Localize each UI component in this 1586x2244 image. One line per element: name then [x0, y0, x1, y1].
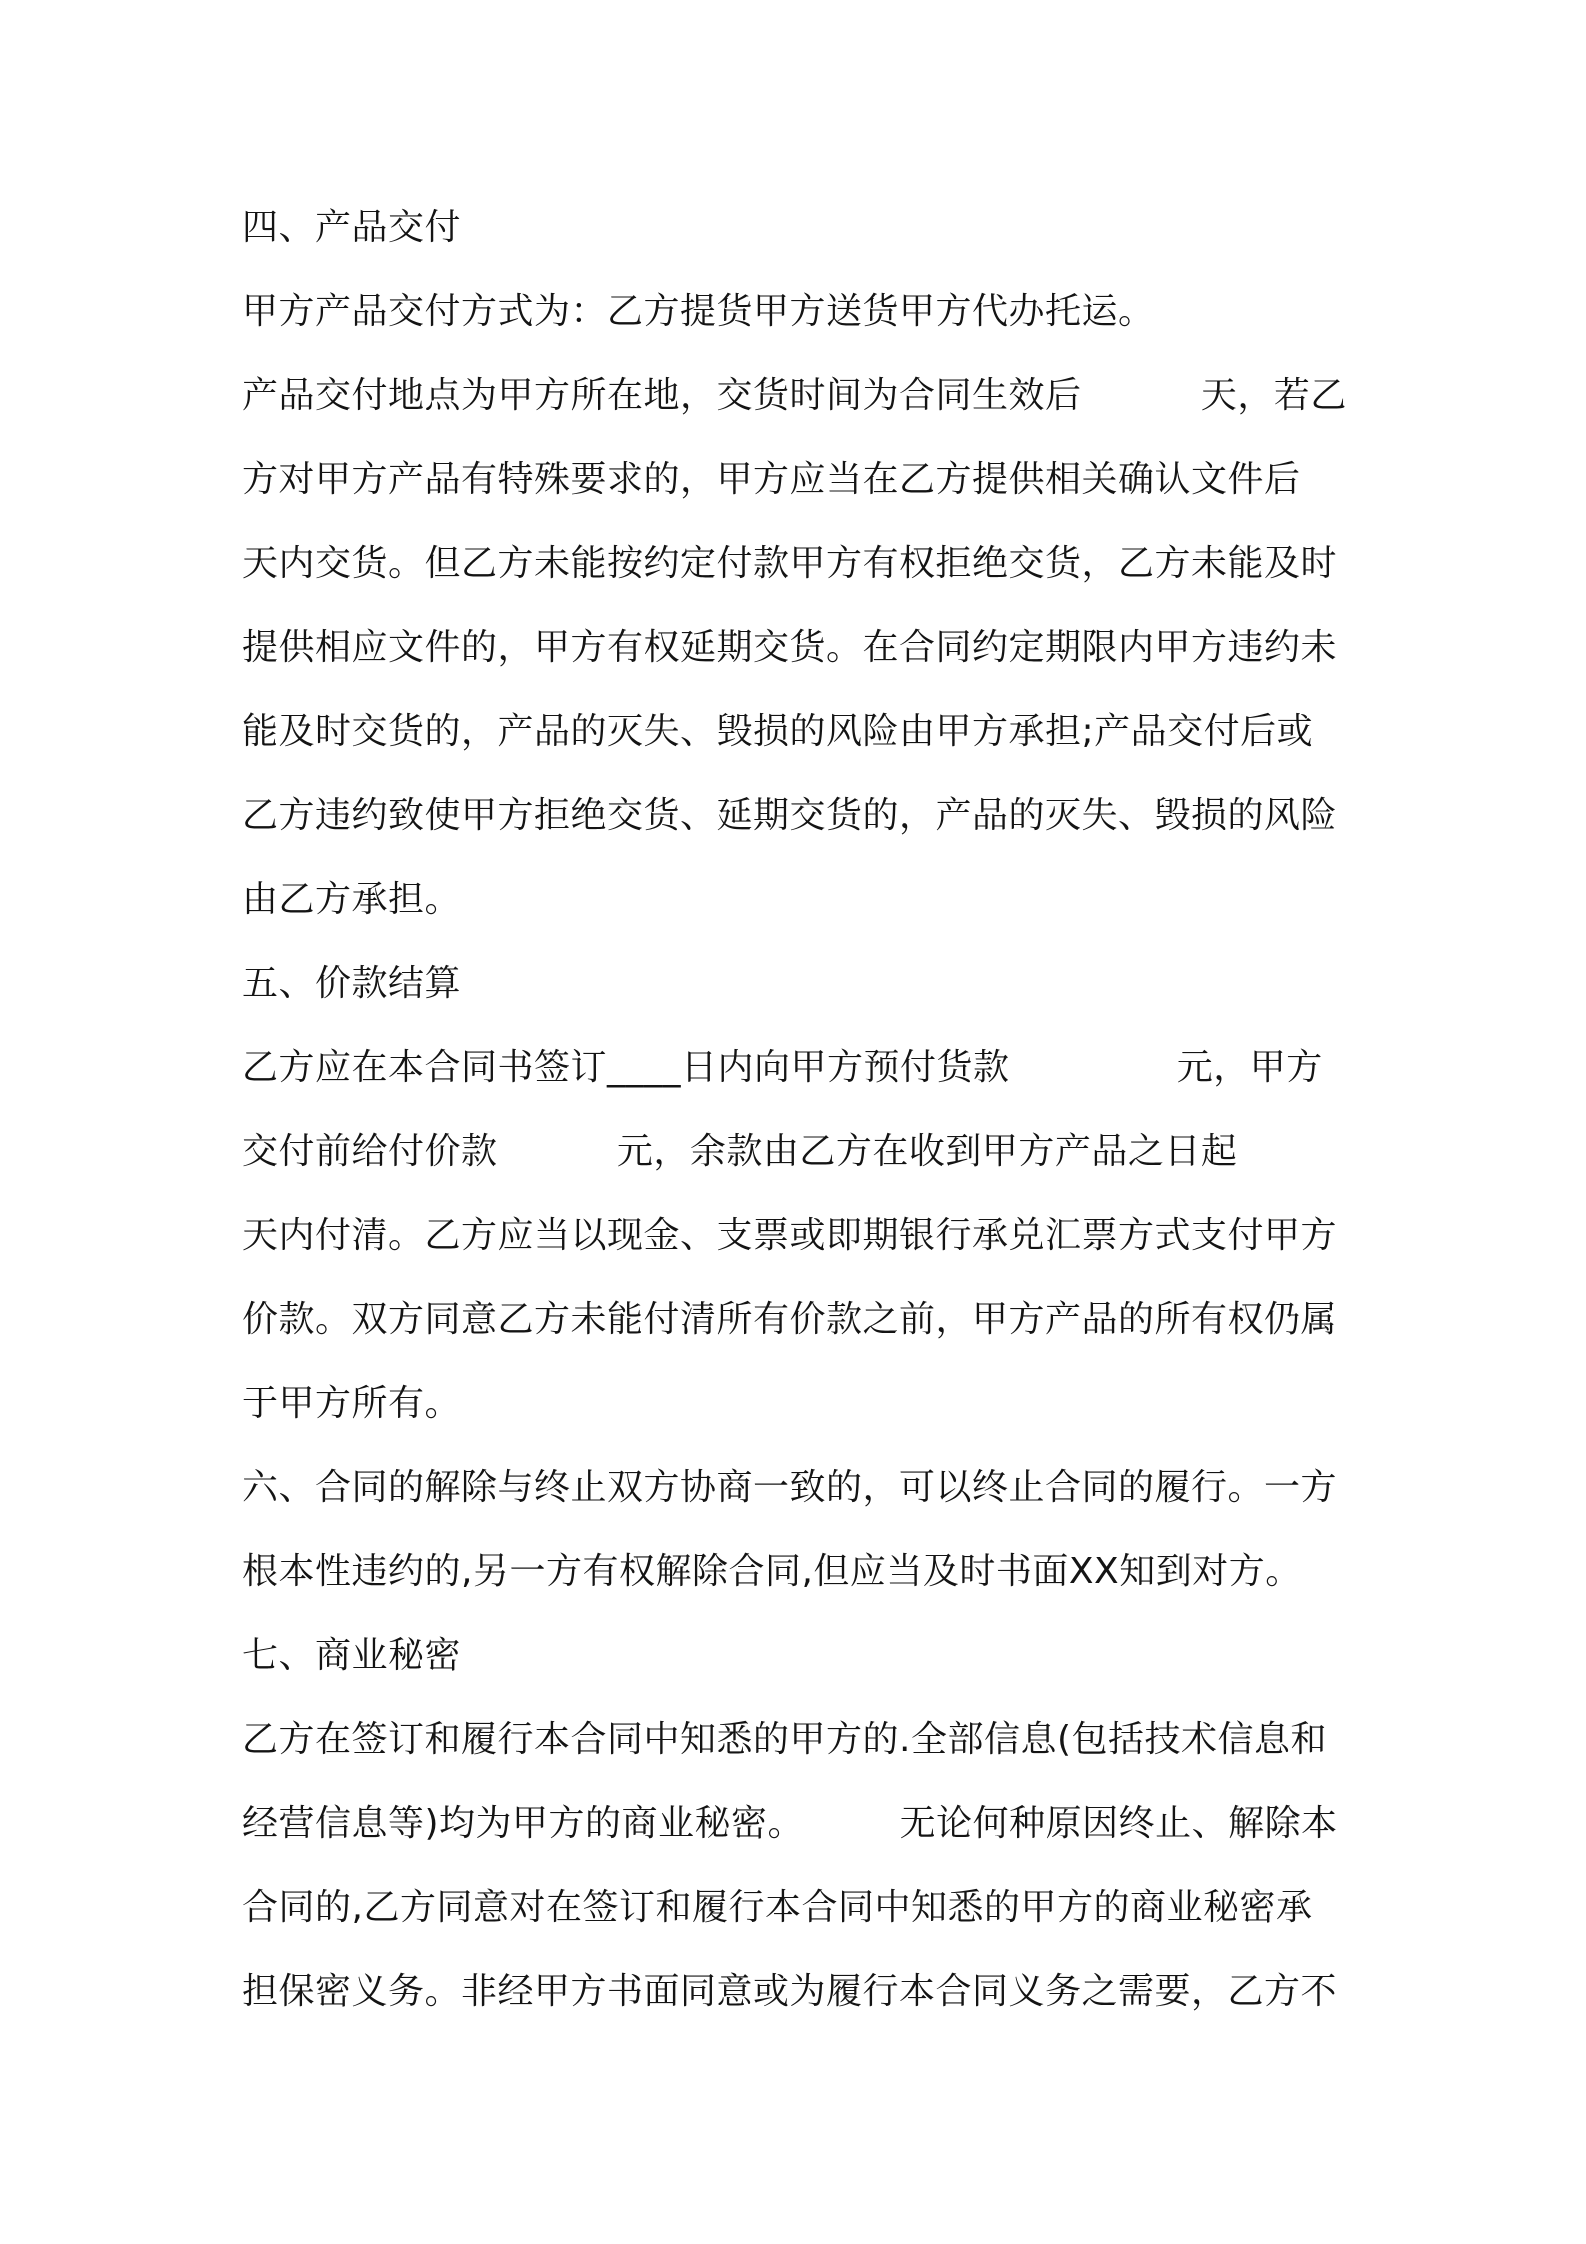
- text-line: 产品交付地点为甲方所在地，交货时间为合同生效后 天，若乙: [242, 375, 1347, 416]
- section-heading-trade-secrets: 七、商业秘密: [242, 1635, 462, 1676]
- text-line: 能及时交货的，产品的灭失、毁损的风险由甲方承担;产品交付后或: [242, 711, 1314, 752]
- text-line: 提供相应文件的，甲方有权延期交货。在合同约定期限内甲方违约未: [242, 627, 1338, 668]
- text-line: 天内交货。但乙方未能按约定付款甲方有权拒绝交货，乙方未能及时: [242, 543, 1338, 584]
- text-line: 天内付清。乙方应当以现金、支票或即期银行承兑汇票方式支付甲方: [242, 1215, 1338, 1256]
- text-line: 乙方在签订和履行本合同中知悉的甲方的.全部信息(包括技术信息和: [242, 1719, 1327, 1760]
- text-line: 根本性违约的,另一方有权解除合同,但应当及时书面XX知到对方。: [242, 1551, 1302, 1592]
- section-heading-termination: 六、合同的解除与终止双方协商一致的，可以终止合同的履行。一方: [242, 1467, 1338, 1508]
- text-line: 合同的,乙方同意对在签订和履行本合同中知悉的甲方的商业秘密承: [242, 1887, 1313, 1928]
- text-line: 甲方产品交付方式为：乙方提货甲方送货甲方代办托运。: [242, 291, 1155, 332]
- text-line: 方对甲方产品有特殊要求的，甲方应当在乙方提供相关确认文件后: [242, 459, 1301, 500]
- text-line: 乙方违约致使甲方拒绝交货、延期交货的，产品的灭失、毁损的风险: [242, 795, 1338, 836]
- text-line: 担保密义务。非经甲方书面同意或为履行本合同义务之需要，乙方不: [242, 1971, 1338, 2012]
- text-line: 于甲方所有。: [242, 1383, 462, 1424]
- text-line: 经营信息等)均为甲方的商业秘密。 无论何种原因终止、解除本: [242, 1803, 1338, 1844]
- section-heading-price-settlement: 五、价款结算: [242, 963, 462, 1004]
- text-line: 乙方应在本合同书签订____日内向甲方预付货款 元，甲方: [242, 1047, 1323, 1088]
- text-line: 价款。双方同意乙方未能付清所有价款之前，甲方产品的所有权仍属: [242, 1299, 1338, 1340]
- section-heading-product-delivery: 四、产品交付: [242, 207, 462, 248]
- text-line: 交付前给付价款 元，余款由乙方在收到甲方产品之日起: [242, 1131, 1238, 1172]
- text-line: 由乙方承担。: [242, 879, 462, 920]
